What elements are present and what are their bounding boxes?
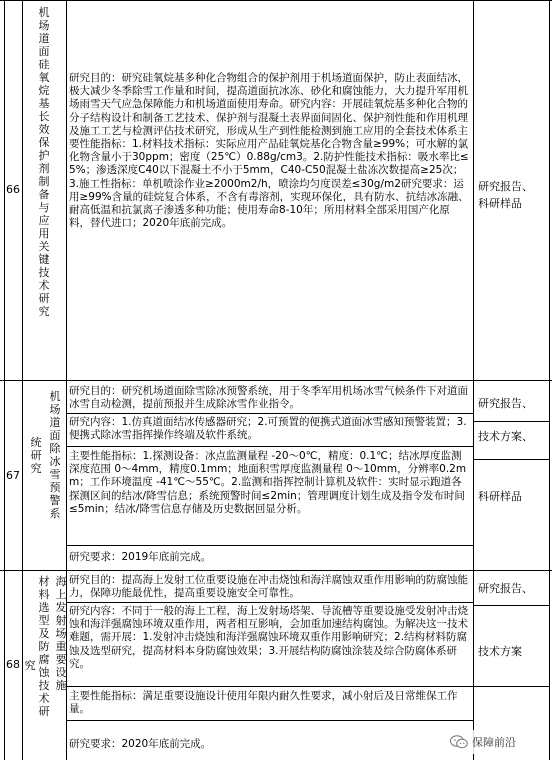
row-divider	[0, 380, 552, 381]
row-title-line-1: 材料选型及防腐蚀技术研	[38, 575, 50, 718]
row-number: 68	[6, 658, 20, 671]
table-border-top	[0, 0, 552, 1]
row-divider	[0, 570, 552, 571]
row-research-purpose: 研究目的：研究机场道面除雪除冰预警系统，用于冬季军用机场冰雪气候条件下对道面冰雪自动检测，提前预报并生成除冰雪作业指令。	[69, 385, 468, 411]
watermark-text: 保障前沿	[472, 736, 516, 749]
row-research-requirement: 研究要求：2019年底前完成。	[69, 551, 212, 563]
inner-divider	[66, 545, 473, 546]
row-research-purpose: 研究目的：提高海上发射工位重要设施在冲击烧蚀和海洋腐蚀双重作用影响的防腐蚀能力，保障功能最优性，提高重要设施安全可靠性。	[69, 574, 468, 600]
wechat-watermark	[446, 730, 520, 754]
result-item: 技术方案	[478, 645, 522, 658]
row-title: 机场道面硅氧烷基长效保护剂制备与应用关键技术研究	[38, 6, 50, 318]
result-item: 技术方案、	[478, 430, 533, 443]
row-research-requirement: 研究要求：2020年底前完成。	[69, 738, 212, 750]
inner-divider	[66, 413, 473, 414]
table-border-right	[549, 0, 550, 760]
row-title-line-3: 究	[24, 659, 36, 672]
row-number: 67	[6, 469, 20, 482]
row-research-content: 研究内容：不同于一般的海上工程，海上发射场塔架、导流槽等重要设施受发射冲击烧蚀和海洋强腐蚀环境双重作用，两者相互影响，会加重加速结构腐蚀。为解决这一技术难题，需开展：1.发射冲击烧蚀和海洋强腐蚀环境双重作用影响研究；2.结构材料防腐蚀及选型研究，提高材料本身防腐蚀效果；3.开展结构防腐蚀涂装及综合防腐体系研究。	[69, 605, 468, 670]
inner-divider	[66, 446, 473, 447]
row-title-line-1: 机场道面除冰雪预警系	[49, 390, 61, 520]
inner-divider	[473, 686, 549, 687]
result-item: 科研样品	[478, 490, 522, 503]
row-performance-metrics: 主要性能指标：满足重要设施设计使用年限内耐久性要求，减小射后及日常维保工作量。	[69, 690, 458, 716]
row-performance-metrics: 主要性能指标：1.探测设备：冰点监测量程 -20～0℃，精度：0.1℃；结冰厚度监测深度范围 0～4mm，精度0.1mm；地面积雪厚度监测量程 0～10mm，分辨率0.2mm；工作环境温度 -41℃～55℃。2.监测和指挥控制计算机及软件：实时显示跑道各探测区间的结冰/降雪信息；系统预警时间≤2min；管理调度计划生成及指令发布时间≤5min；结冰/降雪信息存储及历史数据回显分析。	[69, 450, 467, 515]
inner-divider	[473, 605, 549, 606]
inner-divider	[66, 720, 473, 721]
table-border-left	[4, 0, 5, 760]
result-item: 科研样品	[478, 197, 522, 210]
result-item: 研究报告、	[478, 180, 533, 193]
column-divider	[473, 0, 474, 760]
wechat-icon	[450, 735, 468, 749]
row-number: 66	[6, 183, 20, 196]
result-item: 研究报告、	[478, 582, 533, 595]
inner-divider	[66, 686, 473, 687]
result-item: 研究报告、	[478, 397, 533, 410]
row-title-line-2: 海上发射场重要设施	[55, 575, 67, 692]
inner-divider	[66, 602, 473, 603]
inner-divider	[473, 459, 549, 460]
row-title-line-2: 统研究	[30, 436, 42, 475]
row-content: 研究目的：研究硅氧烷基多种化合物组合的保护剂用于机场道面保护，防止表面结冰，极大减少冬季除雪工作量和时间，提高道面抗冰冻、砂化和腐蚀能力，大力提升军用机场雨雪天气应急保障能力和机场道面使用寿命。研究内容：开展硅氧烷基多种化合物的分子结构设计和制备工艺技术、保护剂与混凝土表界面间固化、保护剂性能和作用机理及施工工艺与检测评估技术研究，形成从生产到性能检测到施工应用的全套技术体系主要性能指标：1.材料技术指标：实际应用产品硅氧烷基化合物含量≥99%；可水解的氯化物含量小于30ppm；密度（25℃）0.88g/cm3。2.防护性能技术指标：吸水率比≤5%；渗透深度C40以下混凝土不小于5mm，C40-C50混凝土盐冻次数提高≥25次；3.施工性指标：单机喷涂作业≥2000m2/h，喷涂均匀度误差≤30g/m2研究要求：运用≥99%含量的硅烷复合体系，不含有毒溶剂，实现环保化，具有防水、抗结冰冻融、耐高低温和抗氯离子渗透多种功能；使用寿命8-10年；所用材料全部采用国产化原料，替代进口；2020年底前完成。	[69, 72, 469, 230]
row-research-content: 研究内容：1.仿真道面结冰传感器研究；2.可预置的便携式道面冰雪感知预警装置；3.便携式除冰雪指挥操作终端及软件系统。	[69, 416, 467, 442]
inner-divider	[473, 421, 549, 422]
column-divider	[22, 0, 23, 760]
